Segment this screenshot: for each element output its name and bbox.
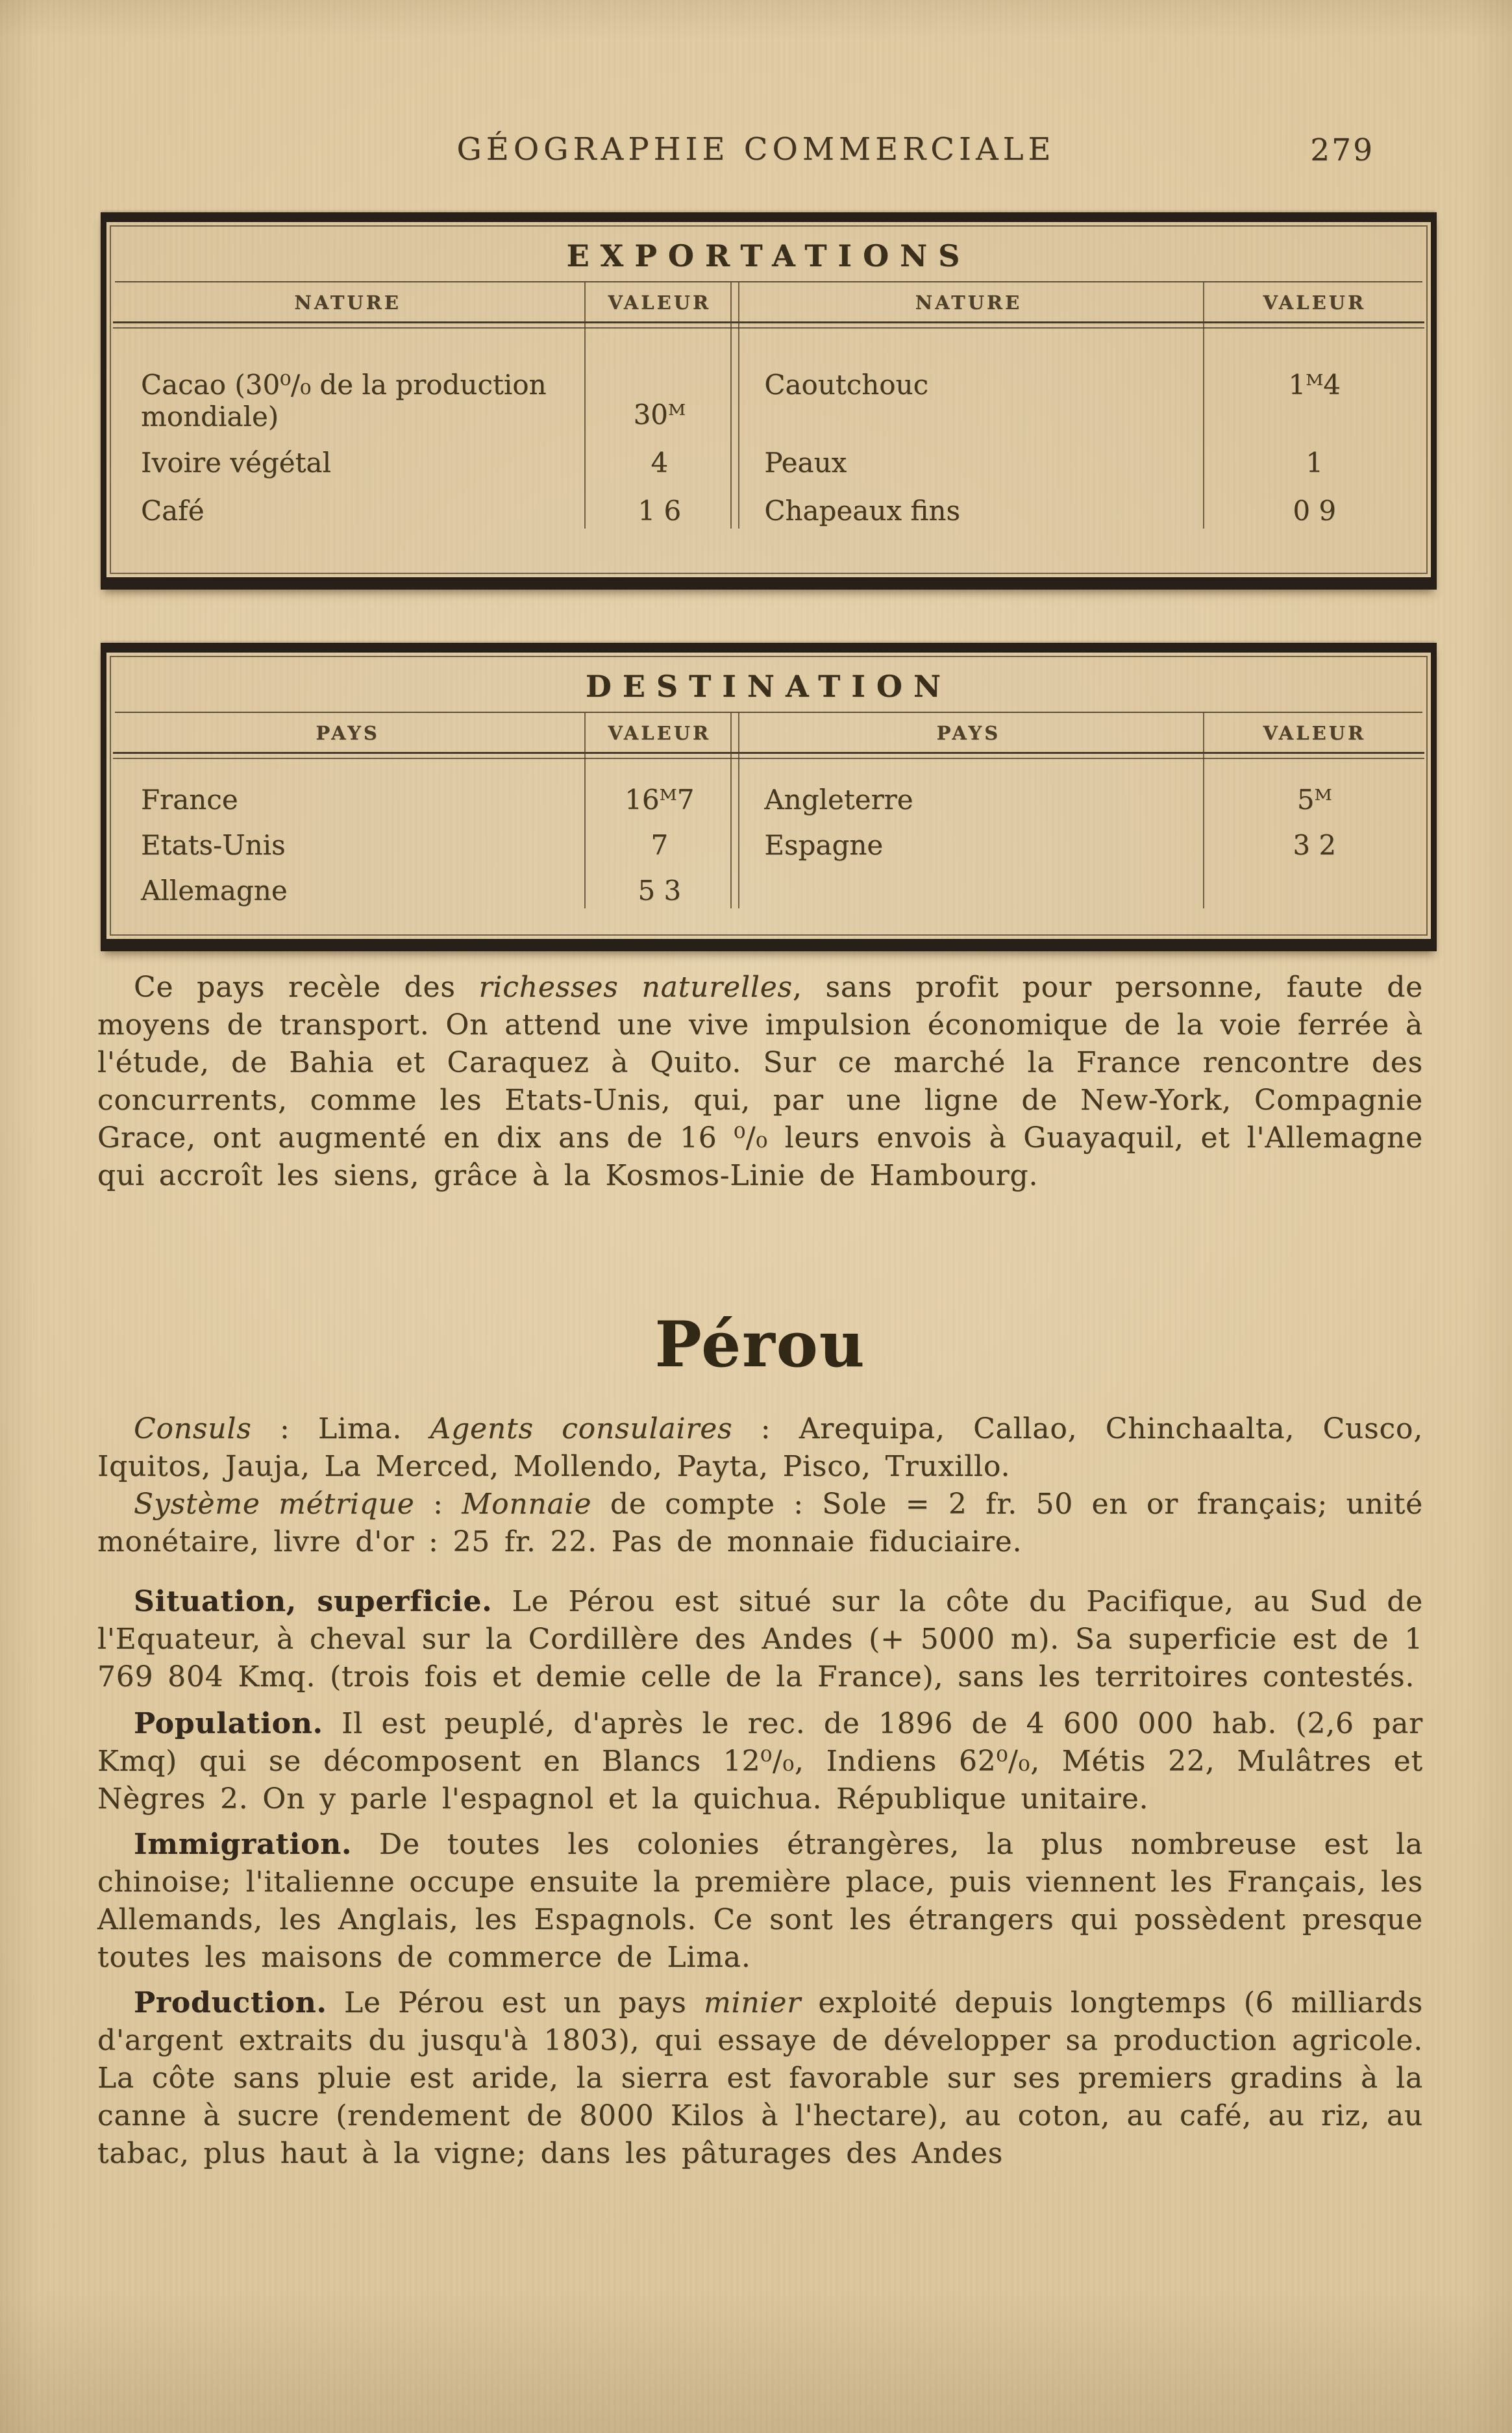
exportations-header-row <box>111 282 1426 321</box>
column-divider-double <box>730 713 739 908</box>
column-divider <box>584 713 586 908</box>
double-rule <box>113 321 1424 329</box>
table-cell-nature: Caoutchouc <box>764 369 929 401</box>
exportations-table-title: EXPORTATIONS <box>566 238 971 273</box>
exportations-table <box>101 212 1437 590</box>
monnaie-label: Monnaie <box>462 1488 592 1521</box>
systeme-metrique-label: Système métrique <box>134 1488 415 1521</box>
production-italic-minier: minier <box>703 1986 802 2019</box>
systeme-text: : <box>414 1488 462 1521</box>
table-cell-valeur: 5ᴹ <box>1296 784 1332 816</box>
table-cell-nature: Cacao (30⁰/₀ de la production mondiale) <box>141 369 547 432</box>
immigration-paragraph <box>97 1826 1423 1977</box>
table-cell-pays: Angleterre <box>764 784 913 816</box>
table-cell-nature: Peaux <box>764 447 847 479</box>
table-cell-valeur: 7 <box>651 829 669 861</box>
column-divider-double <box>730 282 739 529</box>
destination-table-inner <box>110 656 1428 936</box>
column-header-valeur-left: VALEUR <box>608 292 712 314</box>
column-header-valeur-right: VALEUR <box>1263 292 1367 314</box>
page-number: 279 <box>1310 132 1374 168</box>
column-header-valeur-right: VALEUR <box>1263 722 1367 744</box>
intro-text: , sans profit pour personne, faute de moyens de transport. On attend une vive impulsion économique de la voie ferrée à l'étude, de Bahia et Caraquez à Quito. Sur ce marché la France rencontre des concurrents, comme les Etats-Unis, qui, par une ligne de New-York, Compagnie Grace, ont augmenté en dix ans de 16 ⁰/₀ leurs envois à Guayaquil, et l'Allemagne qui accroît les siens, grâce à la Kosmos-Linie de Hambourg. <box>97 971 1424 1192</box>
immigration-lead: Immigration. <box>134 1828 353 1861</box>
population-lead: Population. <box>134 1707 323 1740</box>
text-block <box>97 969 1423 2173</box>
double-rule <box>113 752 1424 759</box>
table-cell-pays: France <box>141 784 238 816</box>
column-header-nature-left: NATURE <box>294 292 401 314</box>
exportations-body <box>111 329 1426 529</box>
destination-header-row <box>111 713 1426 752</box>
exportations-columns-zone <box>111 282 1426 529</box>
table-cell-valeur: 5 3 <box>638 875 682 906</box>
column-header-nature-right: NATURE <box>915 292 1022 314</box>
table-cell-valeur: 0 9 <box>1293 495 1337 527</box>
systeme-metrique-paragraph <box>97 1486 1423 1561</box>
exportations-table-inner <box>110 225 1428 574</box>
destination-columns-zone <box>111 713 1426 908</box>
production-text: exploité depuis longtemps (6 milliards d'argent extraits du jusqu'à 1803), qui essaye de développer sa production agricole. La côte sans pluie est aride, la sierra est favorable sur ses premiers gradins à la canne à sucre (rendement de 8000 Kilos à l'hectare), au coton, au café, au riz, au tabac, plus haut à la vigne; dans les pâturages des Andes <box>97 1986 1423 2170</box>
destination-table <box>101 643 1437 951</box>
table-cell-pays <box>734 875 1202 908</box>
production-text: Le Pérou est un pays <box>327 1986 704 2019</box>
destination-table-title: DESTINATION <box>585 669 952 704</box>
situation-paragraph <box>97 1583 1423 1696</box>
table-cell-pays: Espagne <box>764 829 884 861</box>
table-cell-nature: Café <box>141 495 204 527</box>
situation-text: Le Pérou est situé sur la côte du Pacifique, au Sud de l'Equateur, à cheval sur la Cordillère des Andes (+ 5000 m). Sa superficie est de 1 769 804 Kmq. (trois fois et demie celle de la France), sans les territoires contestés. <box>97 1585 1423 1693</box>
table-cell-pays: Etats-Unis <box>141 829 286 861</box>
consuls-text: : Arequipa, Callao, Chinchaalta, Cusco, Iquitos, Jauja, La Merced, Mollendo, Payta, Pisco, Truxillo. <box>97 1412 1424 1483</box>
consuls-text: : Lima. <box>251 1412 430 1445</box>
column-divider <box>584 282 586 529</box>
systeme-text: de compte : Sole = 2 fr. 50 en or français; unité monétaire, livre d'or : 25 fr. 22. Pas de monnaie fiduciaire. <box>97 1488 1423 1558</box>
running-head <box>0 131 1512 168</box>
agents-consulaires-label: Agents consulaires <box>430 1412 733 1445</box>
table-cell-valeur: 16ᴹ7 <box>625 784 695 816</box>
production-lead: Production. <box>134 1986 327 2019</box>
destination-body <box>111 759 1426 908</box>
table-cell-pays: Allemagne <box>141 875 288 906</box>
table-cell-valeur: 1ᴹ4 <box>1288 369 1341 401</box>
consuls-label: Consuls <box>134 1412 252 1445</box>
country-heading: Pérou <box>654 1308 866 1381</box>
production-paragraph <box>97 1984 1423 2173</box>
intro-italic-richesses-naturelles: richesses naturelles <box>478 971 793 1004</box>
immigration-text: De toutes les colonies étrangères, la plus nombreuse est la chinoise; l'italienne occupe ensuite la première place, puis viennent les Français, les Allemands, les Anglais, les Espagnols. Ce sont les étrangers qui possèdent presque toutes les maisons de commerce de Lima. <box>97 1828 1423 1974</box>
column-divider <box>1203 282 1204 529</box>
intro-text: Ce pays recèle des <box>134 971 479 1004</box>
population-text: Il est peuplé, d'après le rec. de 1896 de 4 600 000 hab. (2,6 par Kmq) qui se décomposent en Blancs 12⁰/₀, Indiens 62⁰/₀, Métis 22, Mulâtres et Nègres 2. On y parle l'espagnol et la quichua. République unitaire. <box>97 1707 1423 1815</box>
table-cell-valeur: 1 6 <box>638 495 682 527</box>
table-cell-valeur: 30ᴹ <box>633 399 686 430</box>
table-cell-valeur: 4 <box>651 447 669 479</box>
consuls-paragraph <box>97 1410 1423 1486</box>
table-cell-nature: Ivoire végétal <box>141 447 331 479</box>
population-paragraph <box>97 1705 1423 1818</box>
column-header-valeur-left: VALEUR <box>608 722 712 744</box>
column-divider <box>1203 713 1204 908</box>
table-cell-nature: Chapeaux fins <box>764 495 961 527</box>
intro-paragraph <box>97 969 1423 1195</box>
column-header-pays-right: PAYS <box>936 722 1001 744</box>
table-cell-valeur: 1 <box>1306 447 1324 479</box>
table-cell-valeur: 3 2 <box>1293 829 1337 861</box>
column-header-pays-left: PAYS <box>316 722 380 744</box>
table-cell-valeur <box>1203 875 1426 908</box>
running-head-title: GÉOGRAPHIE COMMERCIALE <box>456 131 1056 168</box>
situation-lead: Situation, superficie. <box>134 1585 493 1618</box>
